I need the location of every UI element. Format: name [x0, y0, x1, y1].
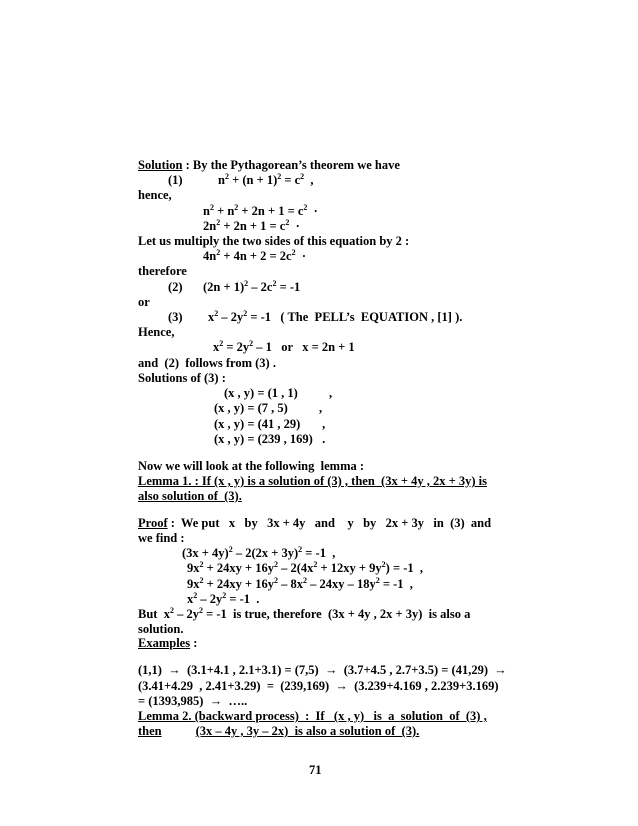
proof-equation-2: $9x^2 + 24xy + 16y^2 - 2(4x^2 + 12xy + 9y^2) = -1$ ,: [187, 559, 423, 575]
equation-b: $2n^2 + 2n + 1 = c^2$ ·: [203, 217, 300, 233]
equation-c: $4n^2 + 4n + 2 = 2c^2$ ·: [203, 247, 306, 263]
lemma2-line-2: then (3x – 4y , 3y – 2x) is also a solution of (3).: [138, 724, 420, 738]
equation-d: $x^2 = 2y^2 - 1$ or x = 2n + 1: [213, 338, 355, 354]
lemma1-statement: Lemma 1. : If (x , y) is a solution of (3) , then (3x + 4y , 2x + 3y) is: [138, 474, 487, 488]
therefore-text: therefore: [138, 264, 187, 278]
proof-equation-4: $x^2 - 2y^2 = -1$ .: [187, 590, 260, 606]
or-text: or: [138, 295, 150, 309]
proof-equation-3: $9x^2 + 24xy + 16y^2 - 8x^2 - 24xy - 18y^2 = -1$ ,: [187, 575, 413, 591]
proof-conclusion: But $x^2 - 2y^2 = -1$ is true, therefore (3x + 4y , 2x + 3y) is also a: [138, 605, 471, 621]
solution-item: (x , y) = (1 , 1) ,: [224, 386, 333, 400]
proof-line-2: we find :: [138, 531, 185, 545]
lemma2-line-1: Lemma 2. (backward process) : If (x , y) is a solution of (3) ,: [138, 709, 487, 723]
solutions-label: Solutions of (3) :: [138, 371, 226, 385]
lemma1-intro: Now we will look at the following lemma :: [138, 459, 365, 473]
lemma2-label: Lemma 2.: [138, 709, 192, 723]
equation-1: $n^2 + (n + 1)^2 = c^2$ ,: [218, 171, 314, 187]
examples-label: Examples: [138, 636, 191, 650]
eq1-number: (1): [168, 173, 183, 187]
solution-heading: [138, 158, 400, 173]
follows-text: and (2) follows from (3) .: [138, 356, 276, 370]
solution-intro: : By the Pythagorean’s theorem we have: [182, 158, 400, 172]
eq2-number: (2): [168, 280, 183, 294]
lemma1-statement-cont: also solution of (3).: [138, 489, 242, 503]
solution-label: Solution: [138, 158, 183, 172]
examples-line-1: (1,1) → (3.1+4.1 , 2.1+3.1) = (7,5) → (3.7+4.5 , 2.7+3.5) = (41,29) →: [138, 663, 507, 677]
solution-item: (x , y) = (41 , 29) ,: [214, 417, 326, 431]
equation-3-pell: $x^2 - 2y^2 = -1$ ( The PELL’s EQUATION , [1] ).: [208, 308, 463, 324]
examples-heading: Examples :: [138, 636, 198, 650]
equation-2: $(2n + 1)^2 - 2c^2 = -1$: [203, 278, 301, 294]
proof-equation-1: $(3x + 4y)^2 - 2(2x + 3y)^2 = -1$ ,: [182, 544, 336, 560]
solution-item: (x , y) = (7 , 5) ,: [214, 401, 323, 415]
hence-text: hence,: [138, 188, 172, 202]
eq3-number: (3): [168, 310, 183, 324]
examples-line-2: (3.41+4.29 , 2.41+3.29) = (239,169) → (3.239+4.169 , 2.239+3.169): [138, 679, 499, 693]
proof-conclusion-cont: solution.: [138, 622, 184, 636]
examples-line-3: = (1393,985) → …..: [138, 694, 248, 708]
solution-item: (x , y) = (239 , 169) .: [214, 432, 326, 446]
hence2-text: Hence,: [138, 325, 175, 339]
equation-a: $n^2 + n^2 + 2n + 1 = c^2$ ·: [203, 202, 318, 218]
multiply-text: Let us multiply the two sides of this equation by 2 :: [138, 234, 410, 248]
proof-line-1: Proof : We put x by 3x + 4y and y by 2x + 3y in (3) and: [138, 516, 492, 530]
page-number: 71: [309, 763, 322, 777]
lemma1-label: Lemma 1.: [138, 474, 192, 488]
proof-label: Proof: [138, 516, 168, 530]
